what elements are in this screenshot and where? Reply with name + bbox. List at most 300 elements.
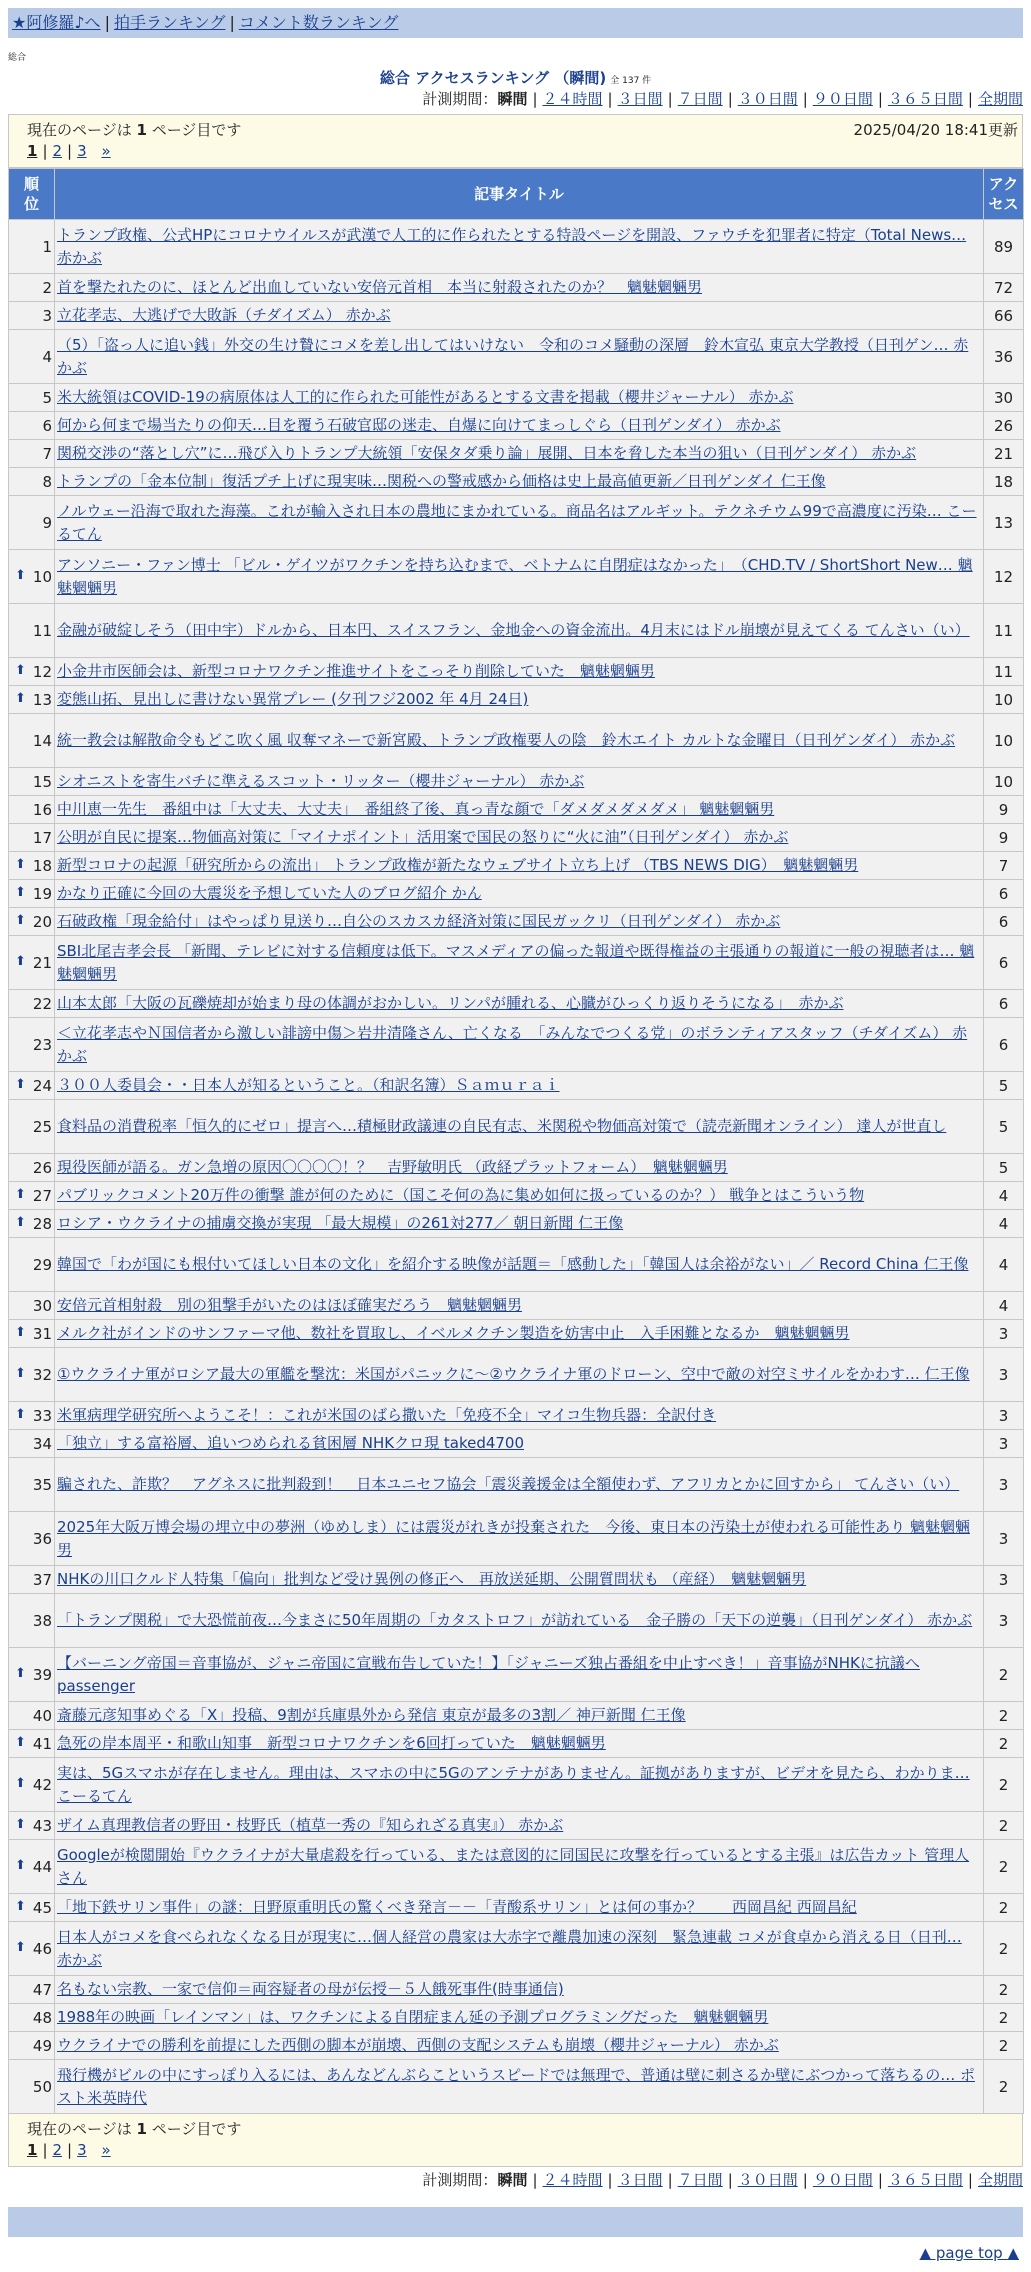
table-row [9,550,1024,604]
arrow-up-icon: ⬆ [15,690,26,706]
period-option-link[interactable]: ２４時間 [542,90,603,108]
article-title-link[interactable]: 実は、5Gスマホが存在しません。理由は、スマホの中に5Gのアンテナがありません。証拠がありますが、ビデオを見たら、わかりま… こーるてん [57,1763,970,1805]
title-cell [55,1320,984,1348]
article-title-link[interactable]: 統一教会は解散命令もどこ吹く風 収奪マネーで新宮殿、トランプ政権要人の陰 鈴木エイト カルトな金曜日（日刊ゲンダイ） 赤かぶ [57,731,956,749]
article-title-link[interactable]: かなり正確に今回の大震災を予想していた人のブログ紹介 かん [57,884,482,902]
period-current: 瞬間 [497,2171,528,2189]
rank-cell [9,936,55,990]
rank-number: 5 [42,388,52,407]
period-separator: | [877,90,883,108]
period-option-link[interactable]: ３６５日間 [887,2171,963,2189]
rank-number: 21 [32,953,52,972]
rank-number: 39 [32,1665,52,1684]
table-row [9,1566,1024,1594]
title-cell [55,1976,984,2004]
access-count: 11 [984,658,1024,686]
rank-number: 48 [32,2008,52,2027]
arrow-up-icon: ⬆ [15,884,26,900]
article-title-link[interactable]: SBI北尾吉孝会長 「新聞、テレビに対する信頼度は低下。マスメディアの偏った報道や既得権益の主張通りの報道に一般の視聴者は… 魑魅魍魎男 [57,941,975,983]
table-row [9,1238,1024,1292]
article-title-link[interactable]: 安倍元首相射殺 別の狙撃手がいたのはほぼ確実だろう 魑魅魍魎男 [57,1296,523,1314]
access-count: 6 [984,880,1024,908]
rank-cell [9,1922,55,1976]
title-cell [55,1018,984,1072]
arrow-up-icon: ⬆ [15,1214,26,1230]
access-count: 10 [984,768,1024,796]
article-title-link[interactable]: ①ウクライナ軍がロシア最大の軍艦を撃沈：米国がパニックに～②ウクライナ軍のドローン、空中で敵の対空ミサイルをかわす… 仁王像 [57,1365,970,1383]
title-cell [55,604,984,658]
access-count: 10 [984,714,1024,768]
article-title-link[interactable]: 2025年大阪万博会場の埋立中の夢洲（ゆめしま）には震災がれきが投棄された 今後、東日本の汚染土が使われる可能性あり 魑魅魍魎男 [57,1517,970,1559]
rank-cell [9,796,55,824]
article-title-link[interactable]: パブリックコメント20万件の衝撃 誰が何のために（国こそ何の為に集め如何に扱っているのか？） 戦争とはこういう物 [57,1186,865,1204]
table-row [9,1018,1024,1072]
title-cell [55,1594,984,1648]
rank-number: 46 [32,1939,52,1958]
table-row [9,1758,1024,1812]
title-cell [55,1182,984,1210]
rank-number: 26 [32,1158,52,1177]
access-count: 2 [984,1840,1024,1894]
table-row [9,1730,1024,1758]
title-cell [55,384,984,412]
title-cell [55,1210,984,1238]
article-title-link[interactable]: 公明が自民に提案…物価高対策に「マイナポイント」活用案で国民の怒りに“火に油”（日刊ゲンダイ） 赤かぶ [57,828,789,846]
access-count: 18 [984,468,1024,496]
title-cell [55,2060,984,2114]
period-current: 瞬間 [497,90,528,108]
article-title-link[interactable]: 韓国で「わが国にも根付いてほしい日本の文化」を紹介する映像が話題＝「感動した」「韓国人は余裕がない」／ Record China 仁王像 [57,1255,969,1273]
article-title-link[interactable]: 斎藤元彦知事めぐる「X」投稿、9割が兵庫県外から発信 東京が最多の3割／ 神戸新聞 仁王像 [57,1706,686,1724]
period-option-link[interactable]: ３日間 [617,90,663,108]
rank-number: 15 [32,772,52,791]
article-title-link[interactable]: 現役医師が語る。ガン急増の原因〇〇〇〇！？ 吉野敏明氏 （政経プラットフォーム） 魑魅魍魎男 [57,1158,728,1176]
article-title-link[interactable]: 「地下鉄サリン事件」の謎：日野原重明氏の驚くべき発言－－「青酸系サリン」とは何の事か？ 西岡昌紀 西岡昌紀 [57,1898,857,1916]
rank-cell [9,1894,55,1922]
title-cell [55,274,984,302]
rank-cell [9,1210,55,1238]
article-title-link[interactable]: 騙された、詐欺？ アグネスに批判殺到！ 日本ユニセフ協会「震災義援金は全額使わず、アフリカとかに回すから」 てんさい（い） [57,1475,960,1493]
table-row [9,1402,1024,1430]
rank-cell [9,1154,55,1182]
rank-cell [9,468,55,496]
rank-number: 35 [32,1475,52,1494]
access-count: 2 [984,1976,1024,2004]
rank-cell [9,1812,55,1840]
rank-cell [9,384,55,412]
article-title-link[interactable]: 「独立」する富裕層、追いつめられる貧困層 NHKクロ現 taked4700 [57,1434,525,1452]
home-link[interactable]: ★阿修羅♪へ [12,13,101,32]
title-cell [55,824,984,852]
article-title-link[interactable]: アンソニー・ファン博士 「ビル・ゲイツがワクチンを持ち込むまで、ベトナムに自閉症はなかった」 （CHD.TV / ShortShort New… 魑魅魍魎男 [57,555,973,597]
access-count: 26 [984,412,1024,440]
title-cell [55,1154,984,1182]
period-separator: | [802,2171,808,2189]
title-cell [55,658,984,686]
rank-number: 28 [32,1214,52,1233]
arrow-up-icon: ⬆ [15,1324,26,1340]
article-title-link[interactable]: （5）「盗っ人に追い銭」外交の生け贄にコメを差し出してはいけない 令和のコメ騒動の深層 鈴木宣弘 東京大学教授（日刊ゲン… 赤かぶ [57,335,969,377]
arrow-up-icon: ⬆ [15,1898,26,1914]
access-count: 13 [984,496,1024,550]
article-title-link[interactable]: 首を撃たれたのに、ほとんど出血していない安倍元首相 本当に射殺されたのか？ 魑魅魍魎男 [57,278,703,296]
rank-cell [9,768,55,796]
rank-number: 2 [42,278,52,297]
access-count: 9 [984,796,1024,824]
period-option-link[interactable]: ２４時間 [542,2171,603,2189]
rank-cell [9,440,55,468]
table-row [9,220,1024,274]
rank-number: 14 [32,731,52,750]
table-row [9,1894,1024,1922]
access-count: 3 [984,1320,1024,1348]
article-title-link[interactable]: 山本太郎「大阪の瓦礫焼却が始まり母の体調がおかしい。リンパが腫れる、心臓がひっくり返りそうになる」 赤かぶ [57,994,844,1012]
rank-number: 16 [32,800,52,819]
article-title-link[interactable]: 米軍病理学研究所へようこそ！：これが米国のばら撒いた「免疫不全」マイコ生物兵器：全訳付き [57,1406,717,1424]
period-selector-top [8,88,1023,110]
article-title-link[interactable]: 中川恵一先生 番組中は「大丈夫、大丈夫」 番組終了後、真っ青な顔で「ダメダメダメダメ」 魑魅魍魎男 [57,800,775,818]
table-row [9,412,1024,440]
period-separator: | [532,2171,538,2189]
rank-cell [9,1702,55,1730]
arrow-up-icon: ⬆ [15,1734,26,1750]
rank-number: 31 [32,1324,52,1343]
access-count: 36 [984,330,1024,384]
title-cell [55,1702,984,1730]
rank-number: 45 [32,1898,52,1917]
title-cell [55,908,984,936]
article-title-link[interactable]: トランプ政権、公式HPにコロナウイルスが武漢で人工的に作られたとする特設ページを開設、ファウチを犯罪者に特定（Total News… 赤かぶ [57,225,967,267]
rank-header [9,169,55,220]
article-title-link[interactable]: 何から何まで場当たりの仰天…目を覆う石破官邸の迷走、自爆に向けてまっしぐら（日刊ゲンダイ） 赤かぶ [57,416,781,434]
access-count: 9 [984,824,1024,852]
rank-cell [9,274,55,302]
pager-spacer [92,2141,97,2159]
period-option-link[interactable]: ７日間 [677,2171,723,2189]
article-title-link[interactable]: シオニストを寄生バチに準えるスコット・リッター（櫻井ジャーナル） 赤かぶ [57,772,585,790]
pager-links [27,142,111,160]
article-title-link[interactable]: 食料品の消費税率「恒久的にゼロ」提言へ…積極財政議連の自民有志、米関税や物価高対策で（読売新聞オンライン） 達人が世直し [57,1117,947,1135]
page-title: 総合 アクセスランキング （瞬間) [379,69,607,87]
pager-status [27,119,241,140]
article-title-link[interactable]: 金融が破綻しそう（田中宇）ドルから、日本円、スイスフラン、金地金への資金流出。4月末にはドル崩壊が見えてくる てんさい（い） [57,621,970,639]
period-option-link[interactable]: ３０日間 [737,2171,798,2189]
table-row [9,1430,1024,1458]
access-header-label: アクセス [988,175,1019,213]
title-cell [55,1566,984,1594]
title-cell [55,1648,984,1702]
rank-cell [9,1758,55,1812]
title-cell [55,1100,984,1154]
period-separator: | [967,90,973,108]
period-separator: | [667,2171,673,2189]
arrow-up-icon: ⬆ [15,1665,26,1681]
table-row [9,1072,1024,1100]
rank-cell [9,496,55,550]
access-count: 6 [984,908,1024,936]
title-cell [55,1348,984,1402]
nav-separator: | [229,13,235,32]
arrow-up-icon: ⬆ [15,912,26,928]
title-cell [55,990,984,1018]
period-option-link[interactable]: ３日間 [617,2171,663,2189]
article-title-link[interactable]: 名もない宗教、一家で信仰＝両容疑者の母が伝授－５人餓死事件(時事通信) [57,1980,564,1998]
rank-number: 7 [42,444,52,463]
pager-next-link[interactable]: » [101,2141,111,2159]
table-row [9,908,1024,936]
rank-number: 47 [32,1980,52,1999]
access-count: 5 [984,1100,1024,1154]
rank-number: 22 [32,994,52,1013]
table-row [9,1320,1024,1348]
period-separator: | [727,90,733,108]
article-title-link[interactable]: 小金井市医師会は、新型コロナワクチン推進サイトをこっそり削除していた 魑魅魍魎男 [57,662,655,680]
access-count: 66 [984,302,1024,330]
rank-number: 37 [32,1570,52,1589]
table-row [9,852,1024,880]
rank-cell [9,686,55,714]
arrow-up-icon: ⬆ [15,1406,26,1422]
period-option-link[interactable]: ３６５日間 [887,90,963,108]
title-cell [55,220,984,274]
rank-cell [9,550,55,604]
article-title-link[interactable]: ザイム真理教信者の野田・枝野氏（植草一秀の『知られざる真実』） 赤かぶ [57,1816,564,1834]
clap-ranking-link[interactable]: 拍手ランキング [113,13,226,32]
rank-cell [9,908,55,936]
rank-number: 36 [32,1529,52,1548]
arrow-up-icon: ⬆ [15,1775,26,1791]
article-title-link[interactable]: 「トランプ関税」で大恐慌前夜…今まさに50年周期の「カタストロフ」が訪れている 金子勝の「天下の逆襲」（日刊ゲンダイ） 赤かぶ [57,1611,973,1629]
access-count: 4 [984,1292,1024,1320]
article-title-link[interactable]: 【バーニング帝国＝音事協が、ジャニ帝国に宣戦布告していた！】「ジャニーズ独占番組を中止すべき！」音事協がNHKに抗議へ passenger [57,1653,920,1695]
title-cell [55,1922,984,1976]
rank-number: 30 [32,1296,52,1315]
rank-cell [9,1648,55,1702]
period-selector-bottom [8,2169,1023,2191]
table-row [9,990,1024,1018]
period-option-link[interactable]: ７日間 [677,90,723,108]
arrow-up-icon: ⬆ [15,1076,26,1092]
pager-page-link[interactable]: 2 [52,142,63,160]
article-title-link[interactable]: 石破政権「現金給付」はやっぱり見送り…自公のスカスカ経済対策に国民ガックリ（日刊ゲンダイ） 赤かぶ [57,912,781,930]
access-count: 5 [984,1072,1024,1100]
rank-cell [9,1512,55,1566]
article-title-link[interactable]: ウクライナでの勝利を前提にした西側の脚本が崩壊、西側の支配システムも崩壊（櫻井ジャーナル） 赤かぶ [57,2036,779,2054]
pager-page-link[interactable]: 3 [77,2141,87,2159]
article-title-link[interactable]: ノルウェー沿海で取れた海藻。これが輸入され日本の農地にまかれている。商品名はアルギット。テクネチウム99で高濃度に汚染… こーるてん [57,501,977,543]
rank-number: 8 [42,472,52,491]
rank-cell [9,1402,55,1430]
table-row [9,1840,1024,1894]
article-title-link[interactable]: メルク社がインドのサンファーマ他、数社を買取し、イベルメクチン製造を妨害中止 入手困難となるか 魑魅魍魎男 [57,1324,850,1342]
pager-bottom [8,2114,1023,2167]
arrow-up-icon: ⬆ [15,662,26,678]
access-count: 2 [984,1922,1024,1976]
access-header [984,169,1024,220]
rank-number: 12 [32,662,52,681]
rank-number: 43 [32,1816,52,1835]
pager-status [27,2118,241,2139]
rank-cell [9,1018,55,1072]
rank-cell [9,852,55,880]
table-row [9,768,1024,796]
title-cell [55,2004,984,2032]
rank-number: 10 [32,567,52,586]
rank-cell [9,714,55,768]
rank-cell [9,2032,55,2060]
rank-cell [9,1730,55,1758]
title-cell [55,1894,984,1922]
access-count: 30 [984,384,1024,412]
title-header: 記事タイトル [55,169,984,220]
table-row [9,384,1024,412]
title-cell [55,936,984,990]
page-top-link[interactable]: ▲ page top ▲ [919,2244,1019,2262]
table-row [9,2060,1024,2114]
access-count: 3 [984,1402,1024,1430]
table-row [9,1812,1024,1840]
table-row [9,1702,1024,1730]
access-count: 4 [984,1182,1024,1210]
rank-cell [9,1566,55,1594]
rank-cell [9,1100,55,1154]
access-count: 2 [984,1648,1024,1702]
period-separator: | [727,2171,733,2189]
rank-cell [9,2004,55,2032]
rank-number: 13 [32,690,52,709]
title-cell [55,412,984,440]
pager-page-link[interactable]: 2 [52,2141,63,2159]
table-row [9,440,1024,468]
access-count: 6 [984,990,1024,1018]
rank-cell [9,880,55,908]
article-title-link[interactable]: NHKの川口クルド人特集「偏向」批判など受け異例の修正へ 再放送延期、公開質問状も （産経） 魑魅魍魎男 [57,1570,807,1588]
title-cell [55,686,984,714]
arrow-up-icon: ⬆ [15,856,26,872]
article-title-link[interactable]: 1988年の映画「レインマン」は、ワクチンによる自閉症まん延の予測プログラミングだった 魑魅魍魎男 [57,2008,769,2026]
access-count: 7 [984,852,1024,880]
title-cell [55,1072,984,1100]
title-cell [55,880,984,908]
arrow-up-icon: ⬆ [15,567,26,583]
table-row [9,302,1024,330]
rank-number: 50 [32,2077,52,2096]
period-label: 計測期間： [422,2171,498,2189]
period-option-link[interactable]: 全期間 [977,90,1023,108]
pager-page-link[interactable]: 3 [77,142,87,160]
rank-number: 17 [32,828,52,847]
rank-cell [9,1348,55,1402]
period-separator: | [877,2171,883,2189]
access-count: 21 [984,440,1024,468]
article-title-link[interactable]: トランプの「金本位制」復活プチ上げに現実味…関税への警戒感から価格は史上最高値更新／日刊ゲンダイ 仁王像 [57,472,826,490]
access-count: 3 [984,1512,1024,1566]
article-title-link[interactable]: 立花孝志、大逃げで大敗訴（チダイズム） 赤かぶ [57,306,391,324]
title-cell [55,1840,984,1894]
comment-ranking-link[interactable]: コメント数ランキング [238,13,399,32]
period-separator: | [667,90,673,108]
article-title-link[interactable]: 新型コロナの起源「研究所からの流出」 トランプ政権が新たなウェブサイト立ち上げ （TBS NEWS DIG） 魑魅魍魎男 [57,856,859,874]
access-count: 3 [984,1348,1024,1402]
table-row [9,658,1024,686]
arrow-up-icon: ⬆ [15,1939,26,1955]
rank-number: 49 [32,2036,52,2055]
article-title-link[interactable]: ロシア・ウクライナの捕虜交換が実現 「最大規模」の261対277／ 朝日新聞 仁王像 [57,1214,624,1232]
article-title-link[interactable]: ３００人委員会・・日本人が知るということ。（和訳名簿）Ｓａｍｕｒａｉ [57,1076,560,1094]
rank-number: 34 [32,1434,52,1453]
rank-cell [9,604,55,658]
article-title-link[interactable]: 急死の岸本周平・和歌山知事 新型コロナワクチンを6回打っていた 魑魅魍魎男 [57,1734,606,1752]
top-nav-bar [8,8,1023,38]
article-title-link[interactable]: 飛行機がビルの中にすっぽり入るには、あんなどんぶらこというスピードでは無理で、普通は壁に刺さるか壁にぶつかって落ちるの… ポスト米英時代 [57,2065,975,2107]
table-row [9,1922,1024,1976]
access-count: 2 [984,1894,1024,1922]
access-count: 2 [984,1812,1024,1840]
pager-separator: | [42,2141,48,2159]
rank-cell [9,990,55,1018]
rank-cell [9,412,55,440]
period-option-link[interactable]: 全期間 [977,2171,1023,2189]
access-count: 2 [984,1730,1024,1758]
rank-number: 9 [42,513,52,532]
article-title-link[interactable]: 関税交渉の“落とし穴”に…飛び入りトランプ大統領「安保タダ乗り論」展開、日本を脅した本当の狙い（日刊ゲンダイ） 赤かぶ [57,444,917,462]
table-row [9,824,1024,852]
table-row [9,330,1024,384]
table-row [9,274,1024,302]
access-count: 6 [984,1018,1024,1072]
table-row [9,796,1024,824]
pager-prefix: 現在のページは [27,2120,132,2138]
period-option-link[interactable]: ３０日間 [737,90,798,108]
rank-number: 24 [32,1076,52,1095]
article-title-link[interactable]: 米大統領はCOVID-19の病原体は人工的に作られた可能性があるとする文書を掲載（櫻井ジャーナル） 赤かぶ [57,388,794,406]
article-title-link[interactable]: Googleが検閲開始『ウクライナが大量虐殺を行っている、または意図的に同国民に攻撃を行っているとする主張』は広告カット 管理人さん [57,1845,970,1887]
period-option-link[interactable]: ９０日間 [812,2171,873,2189]
table-row [9,2004,1024,2032]
pager-suffix: ページ目です [151,121,242,139]
rank-cell [9,2060,55,2114]
rank-cell [9,658,55,686]
pager-top [8,114,1023,168]
pager-page-current: 1 [27,2141,38,2159]
period-separator: | [607,90,613,108]
rank-cell [9,330,55,384]
pager-current-page: 1 [136,2120,147,2138]
period-label: 計測期間： [422,90,498,108]
rank-number: 29 [32,1255,52,1274]
title-cell [55,1812,984,1840]
article-title-link[interactable]: 変態山拓、見出しに書けない異常プレー (夕刊フジ2002 年 4月 24日) [57,690,529,708]
article-title-link[interactable]: 日本人がコメを食べられなくなる日が現実に…個人経営の農家は大赤字で離農加速の深刻 緊急連載 コメが食卓から消える日（日刊… 赤かぶ [57,1927,962,1969]
title-cell [55,1292,984,1320]
title-cell [55,302,984,330]
rank-cell [9,1320,55,1348]
rank-number: 27 [32,1186,52,1205]
table-row [9,936,1024,990]
article-title-link[interactable]: ＜立花孝志やＮ国信者から激しい誹謗中傷＞岩井清隆さん、亡くなる 「みんなでつくる党」のボランティアスタッフ（チダイズム） 赤かぶ [57,1023,968,1065]
pager-next-link[interactable]: » [101,142,111,160]
access-count: 12 [984,550,1024,604]
title-cell [55,1730,984,1758]
table-row [9,1154,1024,1182]
period-option-link[interactable]: ９０日間 [812,90,873,108]
rank-number: 1 [42,237,52,256]
title-cell [55,330,984,384]
access-count: 10 [984,686,1024,714]
access-count: 89 [984,220,1024,274]
ranking-title-row [8,68,1023,88]
access-count: 72 [984,274,1024,302]
